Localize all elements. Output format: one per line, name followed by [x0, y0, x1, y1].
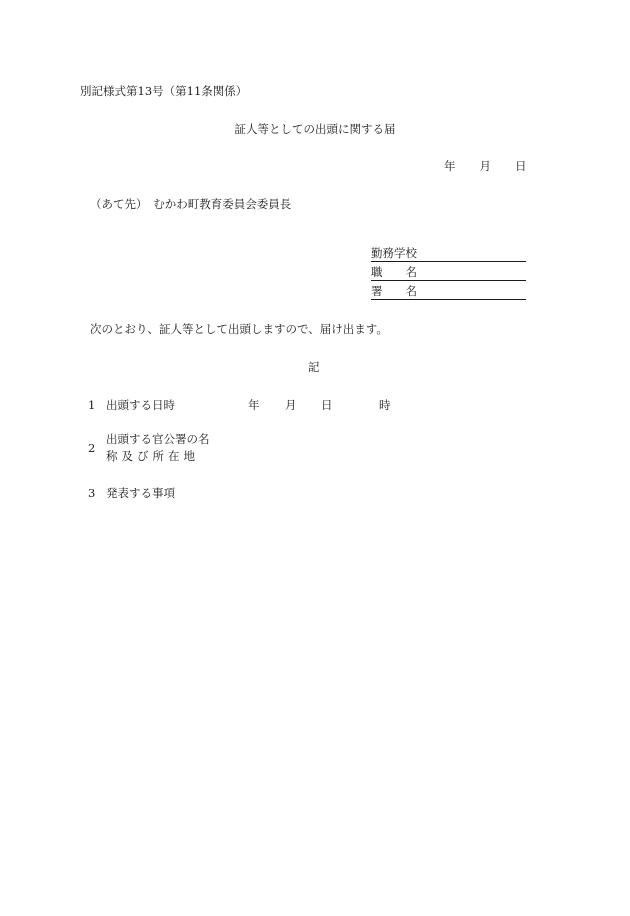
signature-field[interactable]	[371, 284, 526, 300]
date-month-label: 月	[479, 159, 491, 173]
form-number: 別記様式第13号（第11条関係）	[80, 84, 248, 98]
item-label-office-line1: 出頭する官公署の名	[106, 432, 210, 446]
item-label-matters: 発表する事項	[106, 486, 175, 500]
item-month-label: 月	[285, 398, 297, 412]
item-day-label: 日	[321, 398, 333, 412]
item-label-datetime: 出頭する日時	[106, 398, 175, 412]
date-day-label: 日	[515, 159, 527, 173]
document-title: 証人等としての出頭に関する届	[234, 122, 396, 136]
item-label-office-line2: 称及び所在地	[106, 449, 199, 463]
position-label: 職 名	[371, 265, 417, 279]
position-field[interactable]	[371, 265, 526, 281]
school-label: 勤務学校	[371, 246, 417, 260]
school-field[interactable]	[371, 246, 526, 262]
item-year-label: 年	[248, 398, 260, 412]
ki-heading: 記	[308, 360, 320, 374]
date-year-label: 年	[444, 159, 456, 173]
item-number: 3	[88, 486, 96, 500]
item-hour-label: 時	[379, 398, 391, 412]
addressee: （あて先） むかわ町教育委員会委員長	[90, 197, 292, 211]
item-number: 2	[88, 441, 96, 455]
date-line	[444, 159, 527, 174]
signature-label: 署 名	[371, 284, 417, 298]
body-text: 次のとおり、証人等として出頭しますので、届け出ます。	[90, 322, 388, 336]
item-number: 1	[88, 398, 96, 412]
